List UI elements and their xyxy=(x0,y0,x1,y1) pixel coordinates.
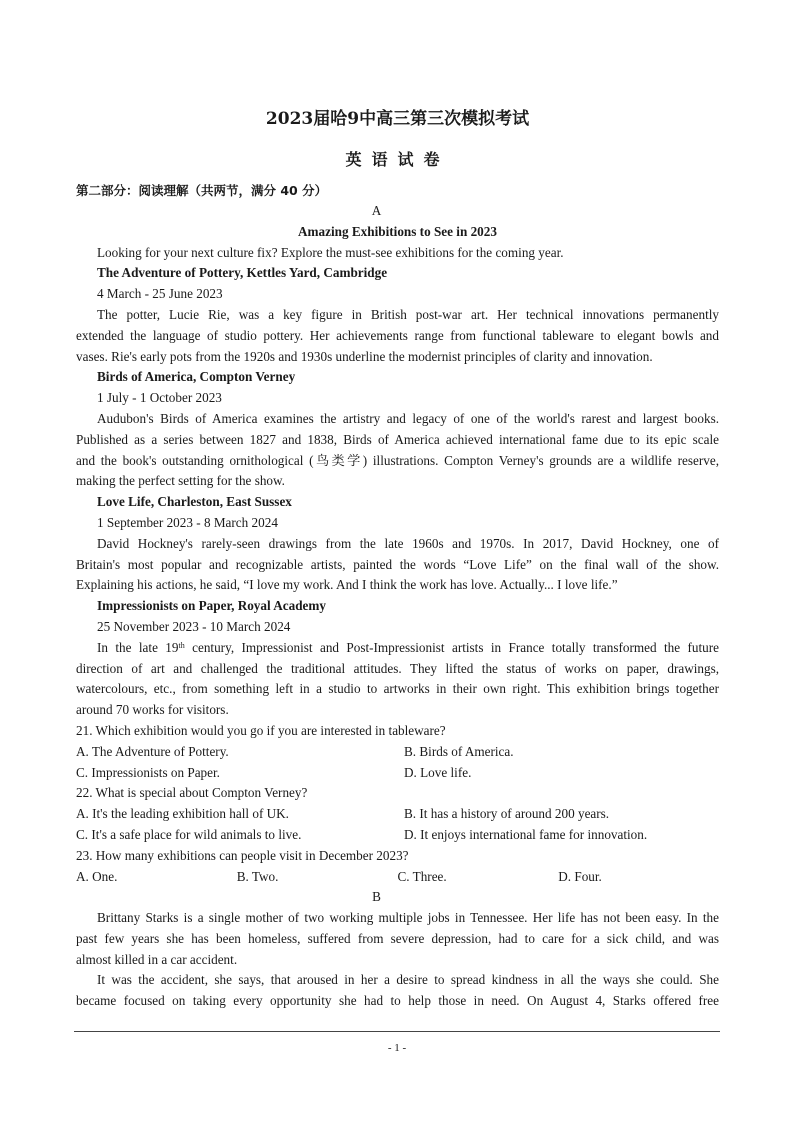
exhibition-dates: 25 November 2023 - 10 March 2024 xyxy=(97,618,291,634)
exhibition-title: Impressionists on Paper, Royal Academy xyxy=(97,598,326,614)
exam-subtitle: 英语试卷 xyxy=(345,150,450,169)
option-b[interactable]: B. Birds of America. xyxy=(404,743,514,759)
option-a[interactable]: A. The Adventure of Pottery. xyxy=(76,743,229,759)
exam-title: 2023届哈9中高三第三次模拟考试 xyxy=(265,109,530,129)
exhibition-title: Love Life, Charleston, East Sussex xyxy=(97,494,292,510)
text-line: and the book's outstanding ornithological (鸟类学) illustrations. Compton Verney's grounds are a wildlife reserve, xyxy=(76,452,719,468)
text-segment: century, Impressionist and Post-Impressionist artists in France totally transformed the future xyxy=(184,639,719,655)
text-line: The potter, Lucie Rie, was a key figure in British post-war art. Her technical innovations permanently xyxy=(97,306,719,322)
text-line: David Hockney's rarely-seen drawings from the late 1960s and 1970s. In 2017, David Hockney, one of xyxy=(97,535,719,551)
exhibition-title: Birds of America, Compton Verney xyxy=(97,369,296,385)
part-heading: 第二部分：阅读理解（共两节，满分 40 分） xyxy=(76,183,328,198)
question-stem: 22. What is special about Compton Verney? xyxy=(76,785,308,801)
option-a[interactable]: A. One. xyxy=(76,868,118,884)
options-row xyxy=(76,825,719,846)
text-line: It was the accident, she says, that aroused in her a desire to spread kindness in all the ways she could. She xyxy=(97,972,719,988)
exhibition-dates: 4 March - 25 June 2023 xyxy=(97,286,223,302)
text-line: Britain's most popular and recognizable artists, painted the words “Love Life” on the final wall of the show. xyxy=(76,556,719,572)
option-b[interactable]: B. Two. xyxy=(236,868,279,884)
footer-divider xyxy=(74,1031,720,1032)
exhibition-title: The Adventure of Pottery, Kettles Yard, Cambridge xyxy=(97,265,388,281)
option-d[interactable]: D. It enjoys international fame for innovation. xyxy=(404,826,648,842)
text-line: became focused on taking every opportunity she had to help those in need. On August 4, Starks offered free xyxy=(76,993,719,1009)
superscript: th xyxy=(178,640,185,650)
options-row xyxy=(76,763,719,784)
text-line: watercolours, etc., from something left in a studio to artworks in their own right. This exhibition brings together xyxy=(76,681,719,697)
article-heading: Amazing Exhibitions to See in 2023 xyxy=(298,223,497,239)
option-b[interactable]: B. It has a history of around 200 years. xyxy=(404,806,610,822)
text-segment: In the late 19 xyxy=(97,639,179,655)
text-line: around 70 works for visitors. xyxy=(76,702,229,718)
article-intro: Looking for your next culture fix? Explore the must-see exhibitions for the coming year. xyxy=(97,244,564,260)
options-row xyxy=(76,804,719,825)
option-a[interactable]: A. It's the leading exhibition hall of UK. xyxy=(76,806,289,822)
section-a-label: A xyxy=(371,203,382,218)
reading-content xyxy=(76,201,719,1012)
text-line: Brittany Starks is a single mother of two working multiple jobs in Tennessee. Her life has not been easy. In the xyxy=(97,910,719,926)
option-c[interactable]: C. It's a safe place for wild animals to live. xyxy=(76,826,302,842)
page-number: - 1 - xyxy=(387,1042,407,1054)
section-b-label: B xyxy=(372,889,381,905)
option-d[interactable]: D. Love life. xyxy=(404,764,472,780)
question-stem: 23. How many exhibitions can people visit in December 2023? xyxy=(76,847,409,863)
text-line xyxy=(76,638,719,659)
exhibition-dates: 1 July - 1 October 2023 xyxy=(97,390,222,406)
option-c[interactable]: C. Three. xyxy=(397,868,447,884)
text-line: making the perfect setting for the show. xyxy=(76,473,285,489)
text-line: past few years she has been homeless, suffered from severe depression, had to care for a sick child, and was xyxy=(76,930,719,946)
question-stem: 21. Which exhibition would you go if you are interested in tableware? xyxy=(76,722,446,738)
options-row xyxy=(76,742,719,763)
option-c[interactable]: C. Impressionists on Paper. xyxy=(76,764,220,780)
option-d[interactable]: D. Four. xyxy=(558,868,602,884)
text-line: Published as a series between 1827 and 1838, Birds of America achieved international fame due to its epic scale xyxy=(76,431,719,447)
text-line: Explaining his actions, he said, “I love my work. And I think the work has love. Actually... I love life.” xyxy=(76,577,618,593)
text-line: almost killed in a car accident. xyxy=(76,951,238,967)
text-line: Audubon's Birds of America examines the artistry and legacy of one of the world's rarest and largest books. xyxy=(97,410,719,426)
text-line: extended the language of studio pottery. Her achievements range from functional tableware to elegant bowls and xyxy=(76,327,719,343)
text-line: direction of art and challenged the traditional attitudes. They lifted the status of works on paper, drawings, xyxy=(76,660,719,676)
options-row xyxy=(76,867,719,888)
text-line: vases. Rie's early pots from the 1920s and 1930s underline the modernist principles of clarity and innovation. xyxy=(76,348,653,364)
exhibition-dates: 1 September 2023 - 8 March 2024 xyxy=(97,514,278,530)
